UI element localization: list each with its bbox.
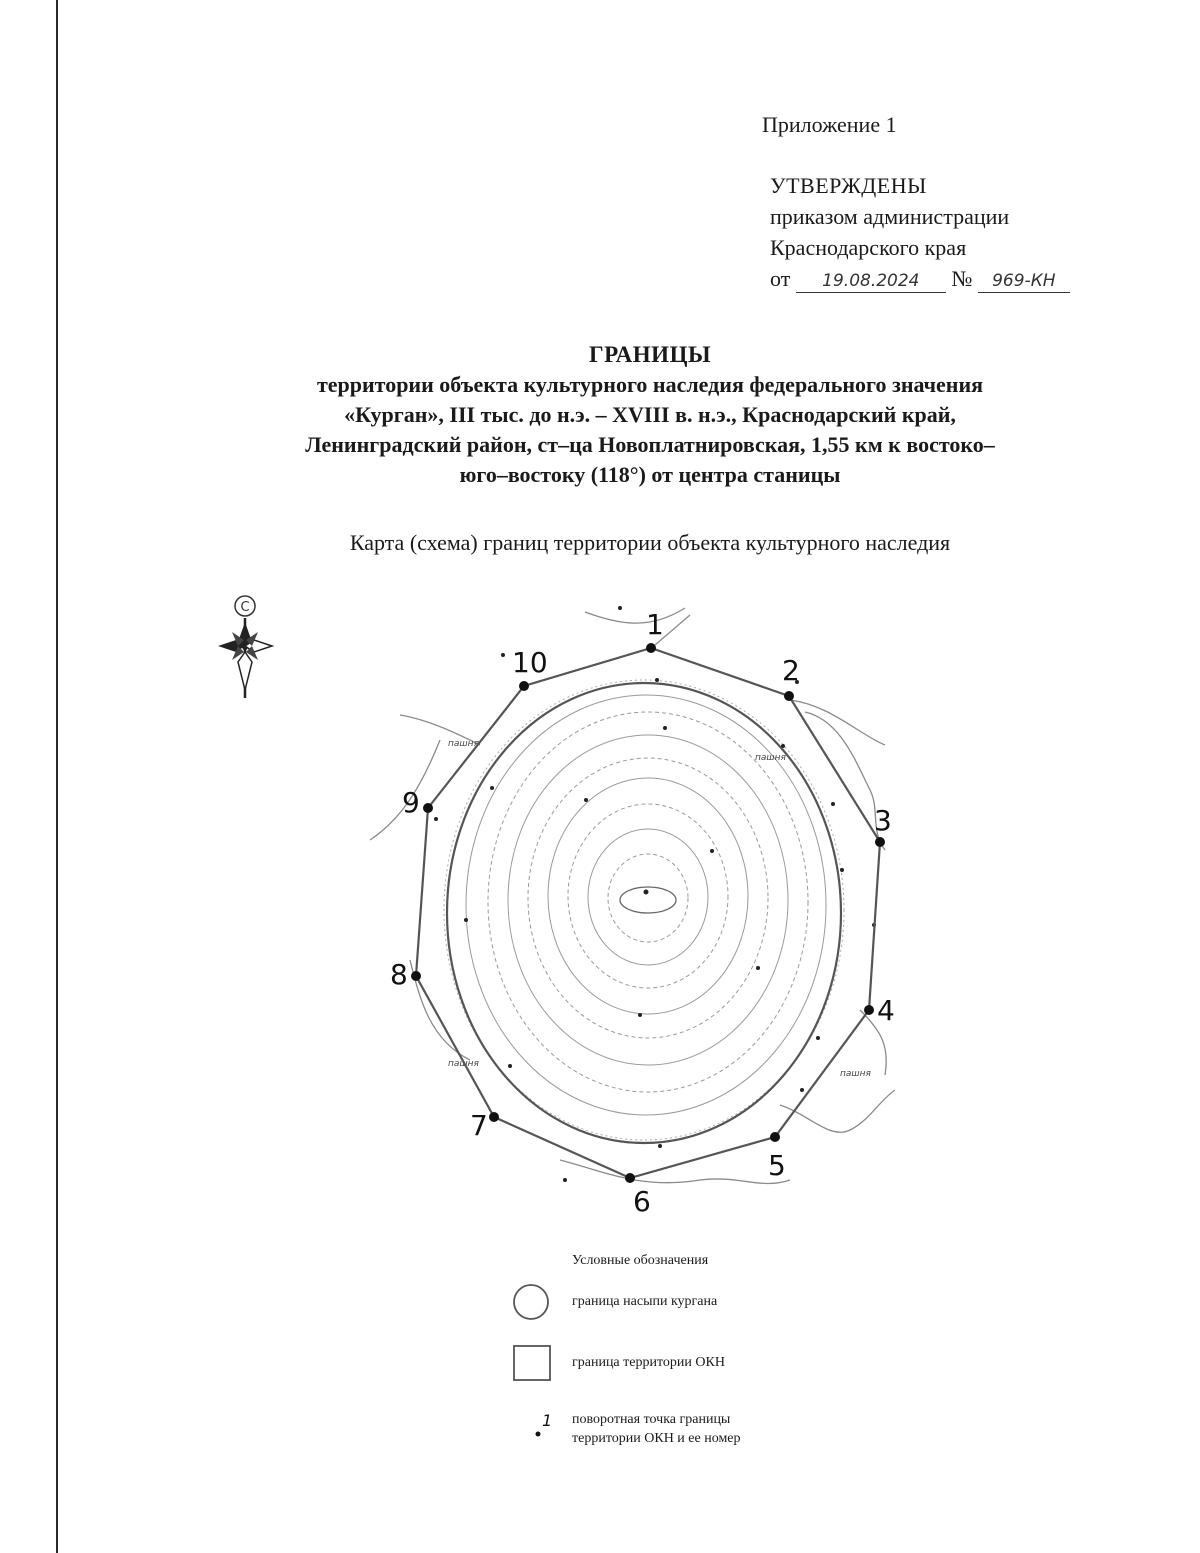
- title-line-4: юго–востоку (118°) от центра станицы: [459, 462, 841, 487]
- title-line-2: «Курган», III тыс. до н.э. – XVIII в. н.э., Краснодарский край,: [344, 402, 956, 427]
- approved-heading: УТВЕРЖДЕНЫ: [770, 173, 927, 198]
- point-number: 6: [633, 1185, 651, 1218]
- legend-symbols: [514, 1285, 552, 1437]
- legend-territory-boundary: граница территории ОКН: [572, 1355, 725, 1370]
- north-compass-icon: [218, 596, 272, 698]
- turning-point: [784, 691, 794, 701]
- map-caption: Карта (схема) границ территории объекта культурного наследия: [349, 530, 951, 555]
- point-number: 2: [782, 654, 800, 687]
- approved-by-line2: Краснодарского края: [770, 235, 967, 260]
- number-prefix: №: [951, 266, 973, 291]
- terrain-lines: [370, 608, 895, 1184]
- point-number: 3: [874, 804, 892, 837]
- legend-circle-icon: [514, 1285, 548, 1319]
- appendix-label: Приложение 1: [762, 112, 897, 137]
- compass-label: С: [240, 600, 250, 615]
- title-main: ГРАНИЦЫ: [588, 342, 712, 367]
- point-number: 5: [768, 1149, 786, 1182]
- turning-point: [423, 803, 433, 813]
- legend-turning-point-line2: территории ОКН и ее номер: [572, 1431, 741, 1446]
- turning-point: [519, 681, 529, 691]
- point-number: 8: [390, 958, 408, 991]
- legend-mound-boundary: граница насыпи кургана: [572, 1294, 718, 1309]
- title-line-3: Ленинградский район, ст–ца Новоплатнировская, 1,55 км к востоко–: [305, 432, 995, 457]
- turning-point: [875, 837, 885, 847]
- turning-point: [864, 1005, 874, 1015]
- point-number: 10: [512, 646, 548, 679]
- legend-square-icon: [514, 1346, 550, 1380]
- handwritten-number: 969-КН: [978, 270, 1070, 293]
- legend-turning-point-line1: поворотная точка границы: [572, 1412, 731, 1427]
- legend-title: Условные обозначения: [572, 1253, 709, 1268]
- turning-point: [770, 1132, 780, 1142]
- land-label: пашня: [840, 1069, 871, 1079]
- approved-by-line1: приказом администрации: [770, 204, 1010, 229]
- turning-point: [625, 1173, 635, 1183]
- point-number: 4: [877, 994, 895, 1027]
- date-prefix: от: [770, 266, 791, 291]
- contour-lines: [444, 680, 844, 1140]
- elevation-marks: [434, 606, 876, 1182]
- turning-point: [489, 1112, 499, 1122]
- land-label: пашня: [448, 1059, 479, 1069]
- land-label: пашня: [448, 739, 479, 749]
- point-number: 1: [646, 608, 664, 641]
- legend-point-number: 1: [542, 1411, 553, 1430]
- legend-turning-point: [572, 1410, 741, 1448]
- land-label: пашня: [755, 753, 786, 763]
- point-number: 7: [470, 1109, 488, 1142]
- point-number: 9: [402, 786, 420, 819]
- turning-point: [646, 643, 656, 653]
- title-line-1: территории объекта культурного наследия федерального значения: [316, 372, 984, 397]
- handwritten-date: 19.08.2024: [796, 270, 946, 293]
- legend-point-icon: [536, 1432, 541, 1437]
- turning-point: [411, 971, 421, 981]
